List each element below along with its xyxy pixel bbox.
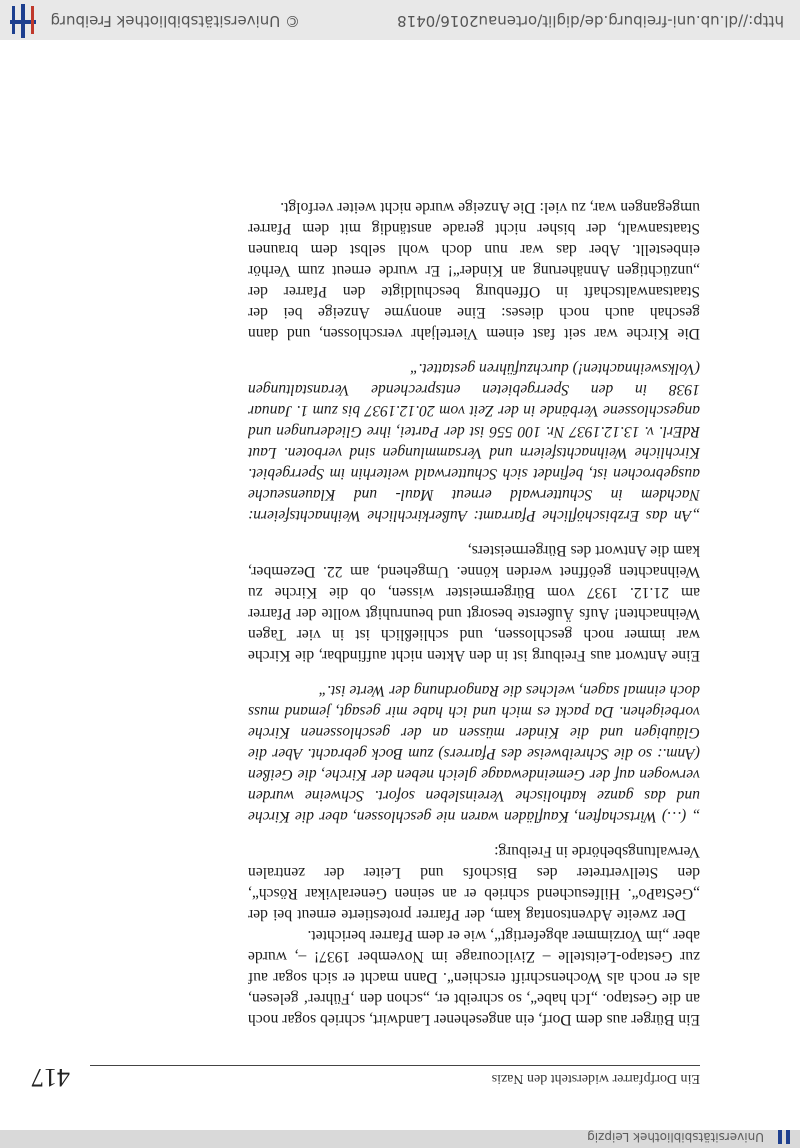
paragraph-4: Die Kirche war seit fast einem Vierteljahr verschlossen, und dann geschah auch noch dieses: Eine anonyme Anzeige bei der Staatsanwaltschaft in Offenburg beschuldigte den Pfarrer der „unzüchtigen Annäherung an Kinder“! Er wurde erneut zum Verhör einbestellt. Aber das war nun doch wohl selbst dem braunen Staatsanwalt, der bisher nicht gerade anständig mit dem Pfarrer umgegangen war, zu viel: Die Anzeige wurde nicht weiter verfolgt. <box>248 199 700 342</box>
quote-2: „An das Erzbischöfliche Pfarramt: Außerkirchliche Weihnachtsfeiern: Nachdem in Schutterwald erneut Maul- und Klauenseuche ausgebrochen ist, befindet sich Schutterwald weiterhin im Sperrgebiet. Kirchliche Weihnachtsfeiern und Versammlungen sind verboten. Laut RdErl. v. 13.12.1937 Nr. 100 556 ist der Partei, ihre Gliederungen und angeschlossene Verbände in der Zeit vom 20.12.1937 bis zum 1. Januar 1938 in den Sperrgebieten entsprechende Veranstaltungen (Volksweihnachten!) durchzuführen gestattet.“ <box>248 360 700 524</box>
viewer-footer <box>0 0 800 40</box>
top-bar-text: Universitätsbibliothek Leipzig <box>587 1130 764 1144</box>
article-body <box>248 197 700 1030</box>
paragraph-1: Ein Bürger aus dem Dorf, ein angesehener Landwirt, schrieb sogar noch an die Gestapo. „Ich habe“, so schreibt er, „schon den ‚Führer‘ gelesen, als er noch als Wochenschrift erschien“. Dann macht er sich sogar auf zur Gestapo-Leitstelle – Zivilcourage im November 1937! –, wurde aber „im Vorzimmer abgefertigt“, wie er dem Pfarrer berichtet. <box>248 927 700 1028</box>
quote-1: „ (…) Wirtschaften, Kaufläden waren nie geschlossen, aber die Kirche und das ganze katholische Vereinsleben sofort. Schweine wurden verwogen auf der Gemeindewaage gleich neben der Kirche, die Geißen (Anm.: so die Schreibweise des Pfarrers) zum Bock gebracht. Aber die Gläubigen und die Kinder müssen an der geschlossenen Kirche vorbeigehen. Da packt es mich und ich habe mir gesagt, jemand muss doch einmal sagen, welches die Rangordnung der Werte ist.“ <box>248 682 700 825</box>
running-head-title: Ein Dorfpfarrer widersteht den Nazis <box>491 1071 700 1086</box>
top-bar <box>0 1130 800 1148</box>
library-logo-icon <box>8 4 38 38</box>
paragraph-3: Eine Antwort aus Freiburg ist in den Akten nicht auffindbar, die Kirche war immer noch geschlossen, und schließlich ist in vier Tagen Weihnachten! Aufs Äußerste besorgt und beunruhigt wollte der Pfarrer am 21.12. 1937 vom Bürgermeister wissen, ob die Kirche zu Weihnachten geöffnet werden könne. Umgehend, am 22. Dezember, kam die Antwort des Bürgermeisters, <box>248 542 700 664</box>
copyright-credit: © Universitätsbibliothek Freiburg <box>50 12 300 30</box>
page-number: 417 <box>31 1063 70 1092</box>
paragraph-2: Der zweite Adventsontag kam, der Pfarrer protestierte erneut bei der „GeStaPo“. Hilfesuchend schrieb er an seinen Generalvikar Rösch“, den Stellvertreter des Bischofs und Leiter der zentralen Verwaltungsbehörde in Freiburg: <box>248 843 700 923</box>
running-head <box>90 1065 700 1088</box>
source-url-link[interactable]: http://dl.ub.uni-freiburg.de/diglit/ortenau2016/0418 <box>397 12 784 30</box>
library-logo-icon <box>772 1130 792 1144</box>
